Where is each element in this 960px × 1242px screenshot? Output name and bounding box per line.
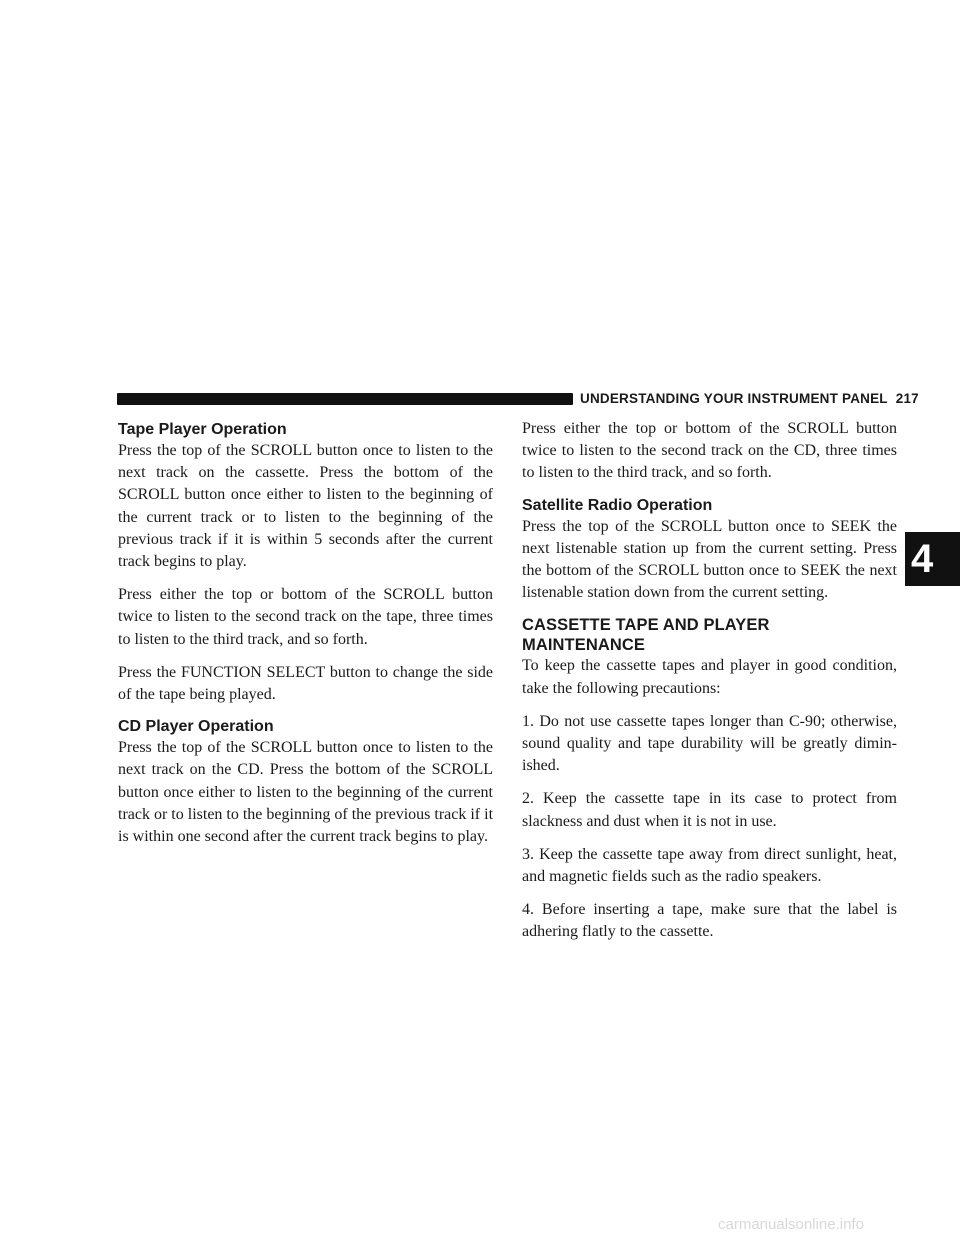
paragraph: To keep the cassette tapes and player in good condition, take the following precautions: <box>522 657 897 697</box>
list-item: 4. Before inserting a tape, make sure that the label is adhering flatly to the cassette. <box>522 901 897 941</box>
left-column <box>118 420 493 859</box>
running-header <box>580 390 919 408</box>
right-column <box>522 418 897 955</box>
page-number: 217 <box>895 391 919 406</box>
header-rule <box>117 393 573 405</box>
list-item: 3. Keep the cassette tape away from direct sunlight, heat, and magnetic fields such as the radio speakers. <box>522 845 897 886</box>
list-item: 1. Do not use cassette tapes longer than C-90; otherwise, sound quality and tape durability will be greatly dimin-ished. <box>522 712 897 775</box>
paragraph: Press the top of the SCROLL button once to listen to the next track on the CD. Press the bottom of the SCROLL button once either to listen to the beginning of the current track or to listen to the beginning of the previous track if it is within one second after the current track begins to play. <box>118 739 494 846</box>
heading-cassette-maintenance: CASSETTE TAPE AND PLAYER MAINTENANCE <box>522 616 770 655</box>
paragraph: Press the top of the SCROLL button once to SEEK the next listenable station up from the current setting. Press the bottom of the SCROLL button once to SEEK the next listenable station down from the current setting. <box>522 517 897 602</box>
paragraph: Press either the top or bottom of the SCROLL button twice to listen to the second track on the tape, three times to listen to the third track, and so forth. <box>118 586 493 648</box>
heading-satellite-radio: Satellite Radio Operation <box>522 496 713 514</box>
chapter-tab: 4 <box>905 532 960 586</box>
paragraph: Press the top of the SCROLL button once to listen to the next track on the cassette. Press the bottom of the SCROLL button once either to listen to the beginning of the current track or to listen to the beginning of the previous track if it is within 5 seconds after the current track begins to play. <box>118 442 493 571</box>
watermark-footer: carmanualsonline.info <box>718 1216 864 1233</box>
paragraph: Press the FUNCTION SELECT button to change the side of the tape being played. <box>118 663 493 704</box>
heading-cd-player: CD Player Operation <box>118 718 274 736</box>
paragraph: Press either the top or bottom of the SCROLL button twice to listen to the second track on the CD, three times to listen to the third track, and so forth. <box>522 420 897 482</box>
heading-tape-player: Tape Player Operation <box>118 421 287 438</box>
section-title: UNDERSTANDING YOUR INSTRUMENT PANEL <box>580 391 888 406</box>
list-item: 2. Keep the cassette tape in its case to protect from slackness and dust when it is not in use. <box>522 790 897 830</box>
